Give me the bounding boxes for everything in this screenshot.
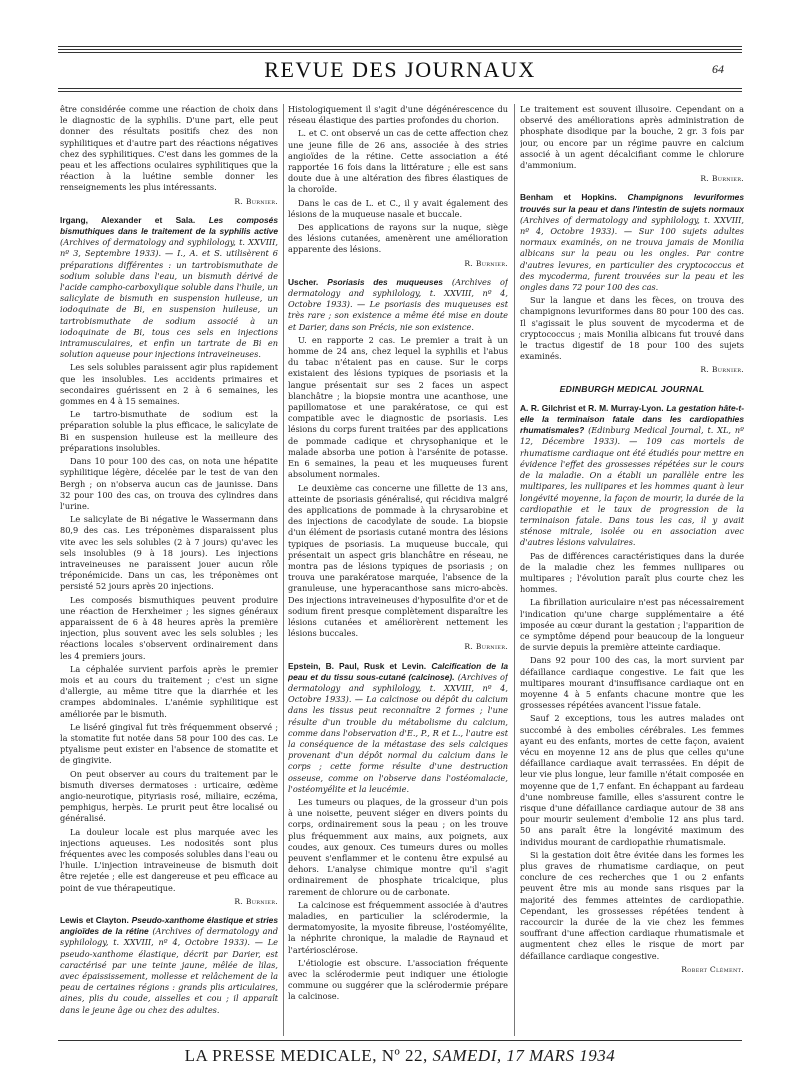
page-number: 64	[712, 62, 724, 76]
article-title: Psoriasis des muqueuses	[327, 276, 443, 287]
article-signature: R. Burnier.	[700, 174, 744, 184]
article-title: Champignons levuriformes trouvés sur la peau et dans l'intestin de sujets normaux	[520, 192, 744, 214]
article-reference: (Edinburg Medical Journal, t. XL, nº 12, Décembre 1933). — 109 cas mortels de rhumatisme cardiaque ont été étudiés pour mettre en évidence l'effet des grossesses répétées sur le cours de la maladie. On a établi un parallèle entre les multipares, les nullipares et les hommes quant à leur longévité moyenne, la façon de mourir, la durée de la cardiopathie et le taux de progression de la terminaison fatale. Dans tous les cas, il y avait sténose mitrale, isolée ou en association avec d'autres lésions valvulaires.	[520, 425, 744, 548]
article-benham	[520, 192, 744, 293]
column-divider-1	[283, 104, 284, 1036]
article-paragraph: La douleur locale est plus marquée avec les injections aqueuses. Les nodosités sont plus fréquentes avec les composés solubles dans l'eau ou l'huile. L'injection intraveineuse de bismuth doit être rejetée ; elle est dangereuse et peu efficace au point de vue thérapeutique.	[60, 826, 278, 893]
article-paragraph: Le deuxième cas concerne une fillette de 13 ans, atteinte de psoriasis généralisé, qui récidiva malgré des applications de pommade à la chrysarobine et des injections de cacodylate de soude. La biopsie d'un élément de psoriasis cutané montra des lésions typiques de psoriasis. La muqueuse buccale, qui présentait un aspect gris blanchâtre en réseau, ne montra pas de lésions typiques de psoriasis ; on trouva une parakératose marquée, l'absence de la granuleuse, une hyperacanthose sans micro-abcès. Des injections intraveineuses d'hyposulfite d'or et de sodium firent presque complètement disparaître les lésions cutanées et améliorèrent nettement les lésions buccales.	[288, 482, 508, 639]
article-reference: (Archives of dermatology and syphilology, t. XXVIII, nº 4, Octobre 1933). — Le pseudo-xanthome élastique, décrit par Darier, est caractérisé par une teinte jaune, mêlée de lilas, avec épaississement, mollesse et relâchement de la peau de certaines régions : grands plis articulaires, aines, plis du coude, aisselles et cou ; il apparaît dans le jeune âge ou chez des adultes.	[60, 926, 278, 1015]
article-paragraph: Dans 92 pour 100 des cas, la mort survient par défaillance cardiaque congestive. Le fait que les multipares mourant d'insuffisance cardiaque ont en moyenne 4 à 5 enfants chacune montre que les grossesses répétées avancent l'issue fatale.	[520, 655, 744, 711]
top-rule-1	[58, 46, 742, 47]
article-title: Les composés bismuthiques dans le traitement de la syphilis active	[60, 214, 278, 237]
column-1	[60, 104, 278, 1036]
article-reference: (Archives of dermatology and syphilology, t. XXVIII, nº 4, Octobre 1933). — La calcinose ou dépôt du calcium dans les tissus peut reconnaître 2 formes ; l'une résulte d'un trouble du métabolisme du calcium, comme dans l'observation d'E., P., R et L., l'autre est la conséquence de la métastase des sels calciques provenant d'un dépôt normal du calcium dans le corps ; cette forme résulte d'une destruction osseuse, comme on l'observe dans l'ostéomalacie, l'ostéomyélite et la leucémie.	[288, 671, 508, 794]
article-signature: R. Burnier.	[464, 258, 508, 268]
article-paragraph: Histologiquement il s'agit d'une dégénérescence du réseau élastique des parties profondes du chorion.	[288, 104, 508, 126]
article-paragraph: L'étiologie est obscure. L'association fréquente avec la sclérodermie peut indiquer une étiologie commune ou suggérer que la sclérodermie prépare la calcinose.	[288, 957, 508, 1002]
article-paragraph: Sauf 2 exceptions, tous les autres malades ont succombé à des embolies cérébrales. Les femmes ayant eu des enfants, mortes de cette façon, avaient vécu en moyenne 12 ans de plus que celles qu'une défaillance cardiaque avait terrassées. En dépit de leur vie plus longue, leur famille n'était composée en moyenne que de 1,7 enfant. En échappant au fardeau d'une nombreuse famille, elles s'assurent contre le risque d'une défaillance cardiaque autour de 38 ans pour mourir seulement d'embolie 12 ans plus tard. 50 ans paraît être la longévité maximum des individus mourant de cardiopathie rhumatismale.	[520, 713, 744, 847]
article-title: La gestation hâte-t-elle la terminaison fatale dans les cardiopathies rhumatismales?	[520, 402, 744, 436]
section-heading: EDINBURGH MEDICAL JOURNAL	[559, 383, 705, 394]
article-epstein	[288, 661, 508, 795]
article-authors: Lewis et Clayton.	[60, 915, 129, 926]
article-irgang	[60, 215, 278, 361]
article-signature: R. Burnier.	[700, 365, 744, 375]
footer-date: SAMEDI, 17 MARS 1934	[432, 1046, 616, 1065]
footer-journal: LA PRESSE MEDICALE, Nº 22,	[184, 1046, 428, 1065]
article-paragraph: On peut observer au cours du traitement par le bismuth diverses dermatoses : urticaire, œdème angio-neurotique, pityriasis rosé, miliaire, eczéma, pemphigus, herpès. Le prurit peut être localisé ou généralisé.	[60, 768, 278, 824]
article-paragraph: La fibrillation auriculaire n'est pas nécessairement l'indication qu'une charge supplémentaire a été imposée au cœur durant la gestation ; l'apparition de ce symptôme dépend pour beaucoup de la longueur de survie depuis la première atteinte cardiaque.	[520, 597, 744, 653]
article-authors: A. R. Gilchrist et R. M. Murray-Lyon.	[520, 402, 664, 413]
article-paragraph: Les sels solubles paraissent agir plus rapidement que les insolubles. Les accidents primaires et secondaires guérissent en 2 à 6 semaines, les gommes en 4 à 15 semaines.	[60, 362, 278, 407]
masthead-rule-2	[58, 91, 742, 92]
article-paragraph: Le liséré gingival fut très fréquemment observé ; la stomatite fut notée dans 58 pour 100 des cas. Le ptyalisme peut exister en l'absence de stomatite et de gingivite.	[60, 721, 278, 766]
article-signature: R. Burnier.	[464, 642, 508, 652]
article-paragraph: Les composés bismuthiques peuvent produire une réaction de Herxheimer ; les signes généraux apparaissent de 6 à 48 heures après la première injection, plus souvent avec les sels solubles ; les réactions locales s'observent ordinairement dans les 4 premiers jours.	[60, 594, 278, 661]
column-3	[520, 104, 744, 1036]
article-paragraph: Dans le cas de L. et C., il y avait également des lésions de la muqueuse nasale et buccale.	[288, 197, 508, 219]
page-title: REVUE DES JOURNAUX	[264, 57, 536, 82]
article-signature: Robert Clément.	[681, 964, 744, 974]
article-authors: Irgang, Alexander et Sala.	[60, 214, 196, 225]
article-paragraph: Dans 10 pour 100 des cas, on nota une hépatite syphilitique légère, décelée par le test de van den Bergh ; on n'observa aucun cas de jaunisse. Dans 32 pour 100 des cas, on trouva des cylindres dans l'urine.	[60, 456, 278, 511]
article-reference: (Archives of dermatology and syphilology, t. XXVIII, nº 4, Octobre 1933). — Le psoriasis des muqueuses est très rare ; son existence a même été mise en doute et Darier, dans son Précis, nie son existence.	[288, 276, 508, 332]
article-paragraph: Si la gestation doit être évitée dans les formes les plus graves de rhumatisme cardiaque, on peut conclure de ces recherches que 1 ou 2 enfants peuvent être mis au monde sans risques par la majorité des femmes atteintes de cardiopathie. Cependant, les grossesses répétées tendent à raccourcir la durée de la vie chez les femmes souffrant d'une affection cardiaque rhumatismale et augmentent chez elles le risque de mort par défaillance cardiaque congestive.	[520, 849, 744, 961]
top-rule-2	[58, 49, 742, 50]
footer-rule	[58, 1040, 742, 1041]
article-paragraph: Le tartro-bismuthate de sodium est la préparation soluble la plus efficace, le salicylate de Bi en suspension huileuse est la meilleure des préparations insolubles.	[60, 409, 278, 453]
column-2	[288, 104, 508, 1036]
article-paragraph: Des applications de rayons sur la nuque, siège des lésions cutanées, amenèrent une amélioration apparente des lésions.	[288, 222, 508, 255]
article-title: Calcification de la peau et du tissu sous-cutané (calcinose).	[288, 660, 508, 682]
article-authors: Uscher.	[288, 276, 319, 287]
article-paragraph: La calcinose est fréquemment associée à d'autres maladies, en particulier la sclérodermie, la dermatomyosite, la myosite fibreuse, l'ostéomyélite, la néphrite chronique, la maladie de Raynaud et l'artériosclérose.	[288, 899, 508, 955]
masthead-rule-1	[58, 88, 742, 89]
article-signature: R. Burnier.	[234, 896, 278, 906]
article-paragraph: Le traitement est souvent illusoire. Cependant on a observé des améliorations après administration de phosphate disodique par la bouche, 2 gr. 3 fois par jour, ou encore par un régime pauvre en calcium associé à un agent décalcifiant comme le chlorure d'ammonium.	[520, 104, 744, 171]
article-lewis	[60, 915, 278, 1016]
article-signature: R. Burnier.	[234, 196, 278, 206]
article-paragraph: Pas de différences caractéristiques dans la durée de la maladie chez les femmes nullipares ou multipares ; l'évolution paraît plus courte chez les hommes.	[520, 550, 744, 595]
article-gilchrist	[520, 403, 744, 549]
article-paragraph: Le salicylate de Bi négative le Wassermann dans 80,9 des cas. Les tréponèmes disparaissent plus vite avec les sels solubles (2 à 7 jours) qu'avec les sels insolubles (9 à 18 jours). Les injections intraveineuses ne paraissent jouer aucun rôle tréponémicide. Dans un cas, les tréponèmes ont persisté 52 jours après 20 injections.	[60, 514, 278, 592]
article-uscher	[288, 277, 508, 333]
column-divider-2	[514, 104, 515, 1036]
article-paragraph: Les tumeurs ou plaques, de la grosseur d'un pois à une noisette, peuvent siéger en divers points du corps, ordinairement sous la peau ; on les trouve plus fréquemment aux mains, aux poignets, aux coudes, aux genoux. Ces tumeurs dures ou molles peuvent s'enflammer et le contenu être expulsé au dehors. L'analyse chimique montre qu'il s'agit ordinairement de phosphate tricalcique, plus rarement de chlorure ou de carbonate.	[288, 796, 508, 897]
article-reference: (Archives of dermatology and syphilology, t. XXVIII, nº 4, Octobre 1933). — Sur 100 sujets adultes normaux examinés, on ne trouva jamais de Monilia albicans sur la peau ou les ongles. Par contre d'autres levures, en particulier des cryptococcus et des mycoderma, furent trouvées sur la peau et les ongles dans 72 pour 100 des cas.	[520, 214, 744, 293]
article-authors: Epstein, B. Paul, Rusk et Levin.	[288, 660, 427, 671]
article-paragraph: La céphalée survient parfois après le premier mois et au cours du traitement ; c'est un signe d'allergie, au même titre que la diarrhée et les crampes abdominales. L'anémie syphilitique est améliorée par le bismuth.	[60, 663, 278, 719]
top-rule-3	[58, 52, 742, 53]
article-reference: (Archives of dermatology and syphilology, t. XXVIII, nº 3, Septembre 1933). — I., A. et S. utilisèrent 6 préparations différentes : un tartrobismuthate de sodium soluble dans l'eau, un bismuth dérivé de l'acide campho-carboxylique soluble dans l'huile, un salicylate de bismuth en suspension huileuse, un iodoquinate de Bi, en suspension huileuse, un tartrobismuthate de sodium associé à un iodoquinate de Bi, tous ces sels en injections intramusculaires, et enfin un tartrate de Bi en solution aqueuse pour injections intraveineuses.	[60, 237, 278, 360]
article-authors: Benham et Hopkins.	[520, 192, 617, 203]
article-paragraph: L. et C. ont observé un cas de cette affection chez une jeune fille de 26 ans, associée à des stries angioïdes de la rétine. Cette association a été rapportée 16 fois dans la littérature ; elle est sans doute due à une altération des fibres élastiques de la choroïde.	[288, 128, 508, 195]
article-paragraph: U. en rapporte 2 cas. Le premier a trait à un homme de 24 ans, chez lequel la syphilis et l'abus du tabac n'étaient pas en cause. Sur le corps existaient des lésions typiques de psoriasis et la langue présentait sur ses 2 faces un aspect blanchâtre ; la biopsie montra une acanthose, une papillomatose et une parakératose, ce qui est compatible avec le diagnostic de psoriasis. Les lésions du corps furent traitées par des applications de pommade cadique et chrysophanique et le malade absorba une potion à l'arsénite de potasse. En 6 semaines, la peau et les muqueuses furent absolument normales.	[288, 334, 508, 480]
article-paragraph: Sur la langue et dans les fèces, on trouva des champignons levuriformes dans 80 pour 100 des cas. Il s'agissait le plus souvent de mycoderma et de cryptococcus ; mais Monilia albicans fut trouvé dans le tractus digestif de 18 pour 100 des sujets examinés.	[520, 295, 744, 362]
article-text: être considérée comme une réaction de choix dans le diagnostic de la syphilis. D'une part, elle peut donner des résultats positifs chez des non syphilitiques et d'autre part des réactions négatives chez des syphilitiques. C'est dans les gommes de la peau et les affections oculaires syphilitiques que la réaction à la luétine semble donner les renseignements les plus intéressants.	[60, 104, 278, 193]
article-title: Pseudo-xanthome élastique et stries angioïdes de la rétine	[60, 915, 278, 937]
page-footer	[58, 1046, 742, 1066]
